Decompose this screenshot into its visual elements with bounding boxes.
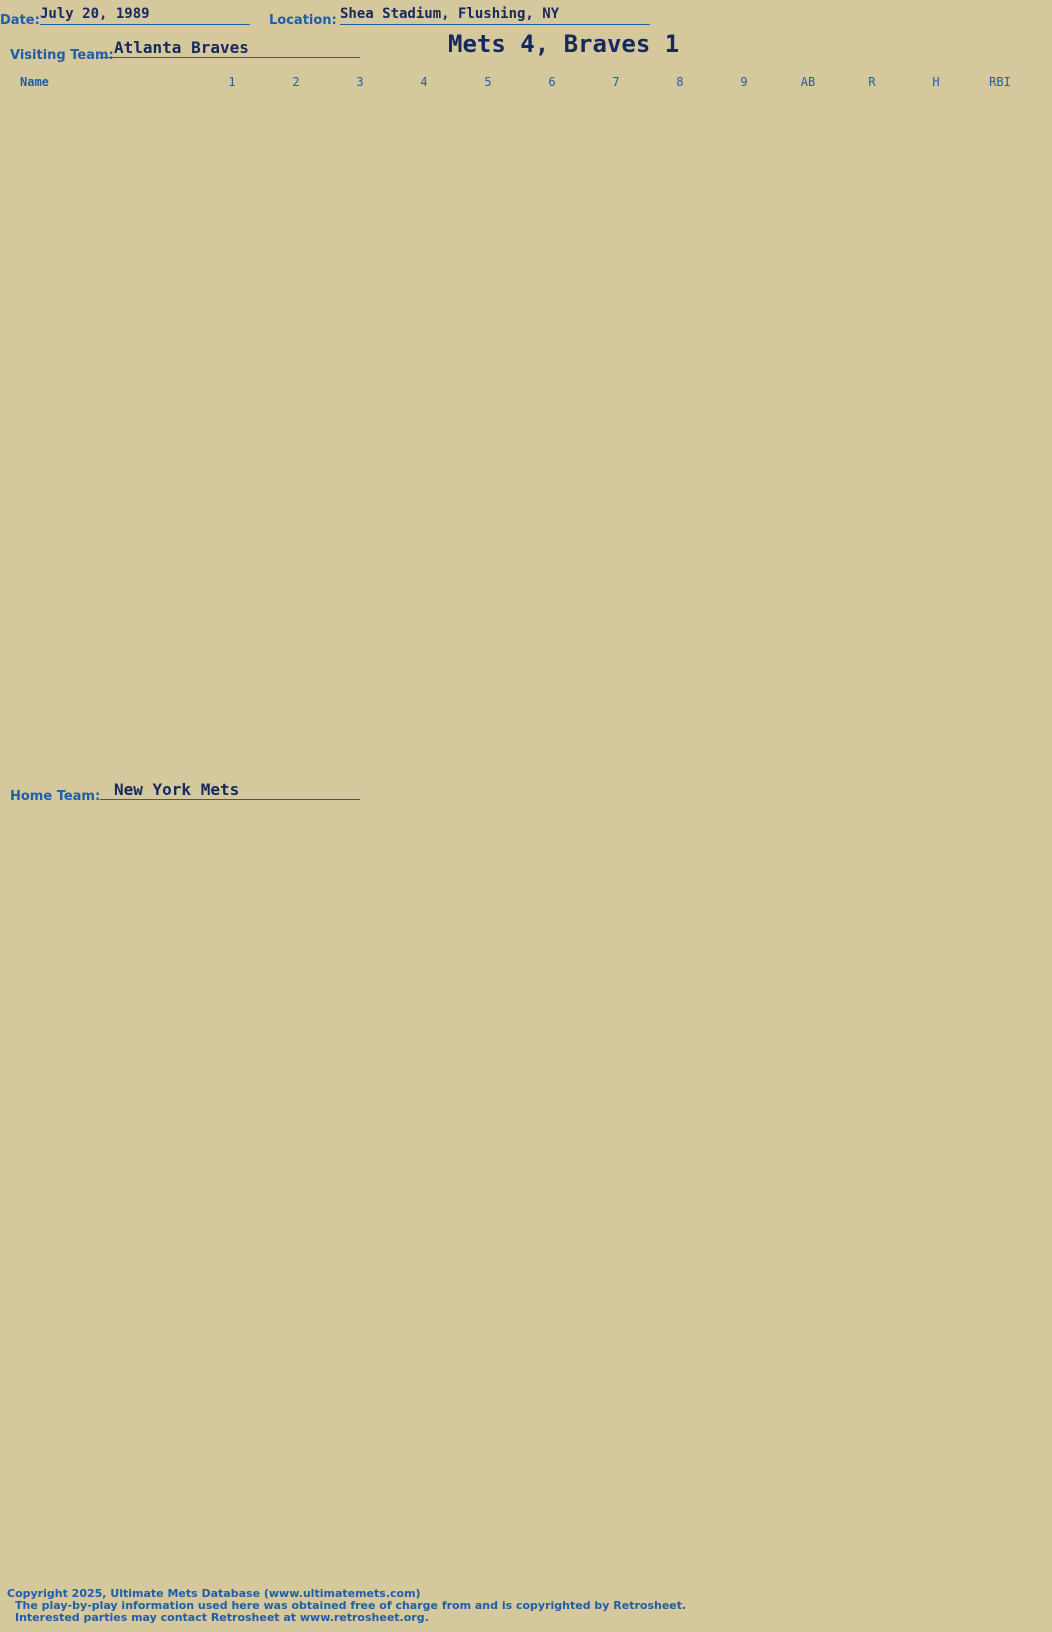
retrosheet-contact-line: Interested parties may contact Retrosheet at www.retrosheet.org.	[15, 1611, 429, 1624]
copyright-line: Copyright 2025, Ultimate Mets Database (www.ultimatemets.com)	[7, 1587, 421, 1600]
location-label: Location:	[269, 13, 337, 28]
inning-header: 4	[420, 75, 428, 89]
inning-header: 5	[484, 75, 492, 89]
stat-header: RBI	[989, 75, 1011, 89]
inning-header: 1	[228, 75, 236, 89]
inning-header: 2	[292, 75, 300, 89]
stat-header: AB	[800, 75, 816, 89]
date-label: Date:	[0, 13, 40, 28]
stat-header: R	[868, 75, 876, 89]
inning-header: 8	[676, 75, 684, 89]
inning-header: 9	[740, 75, 748, 89]
home-team-name: New York Mets	[100, 780, 360, 800]
home-team-label: Home Team:	[10, 789, 101, 804]
stat-header: H	[932, 75, 940, 89]
inning-header: 6	[548, 75, 556, 89]
visiting-team-name: Atlanta Braves	[100, 38, 360, 58]
location-value: Shea Stadium, Flushing, NY	[340, 6, 650, 25]
visitors-scorecard	[0, 0, 1052, 700]
date-value: July 20, 1989	[40, 6, 250, 25]
name-header: Name	[20, 75, 49, 89]
visiting-team-label: Visiting Team:	[10, 48, 114, 63]
game-title: Mets 4, Braves 1	[448, 30, 680, 58]
home-scorecard	[0, 800, 1052, 1500]
retrosheet-line: The play-by-play information used here was obtained free of charge from and is copyrighted by Retrosheet.	[15, 1599, 687, 1612]
inning-header: 7	[612, 75, 620, 89]
footer	[7, 1588, 686, 1624]
inning-header: 3	[356, 75, 364, 89]
